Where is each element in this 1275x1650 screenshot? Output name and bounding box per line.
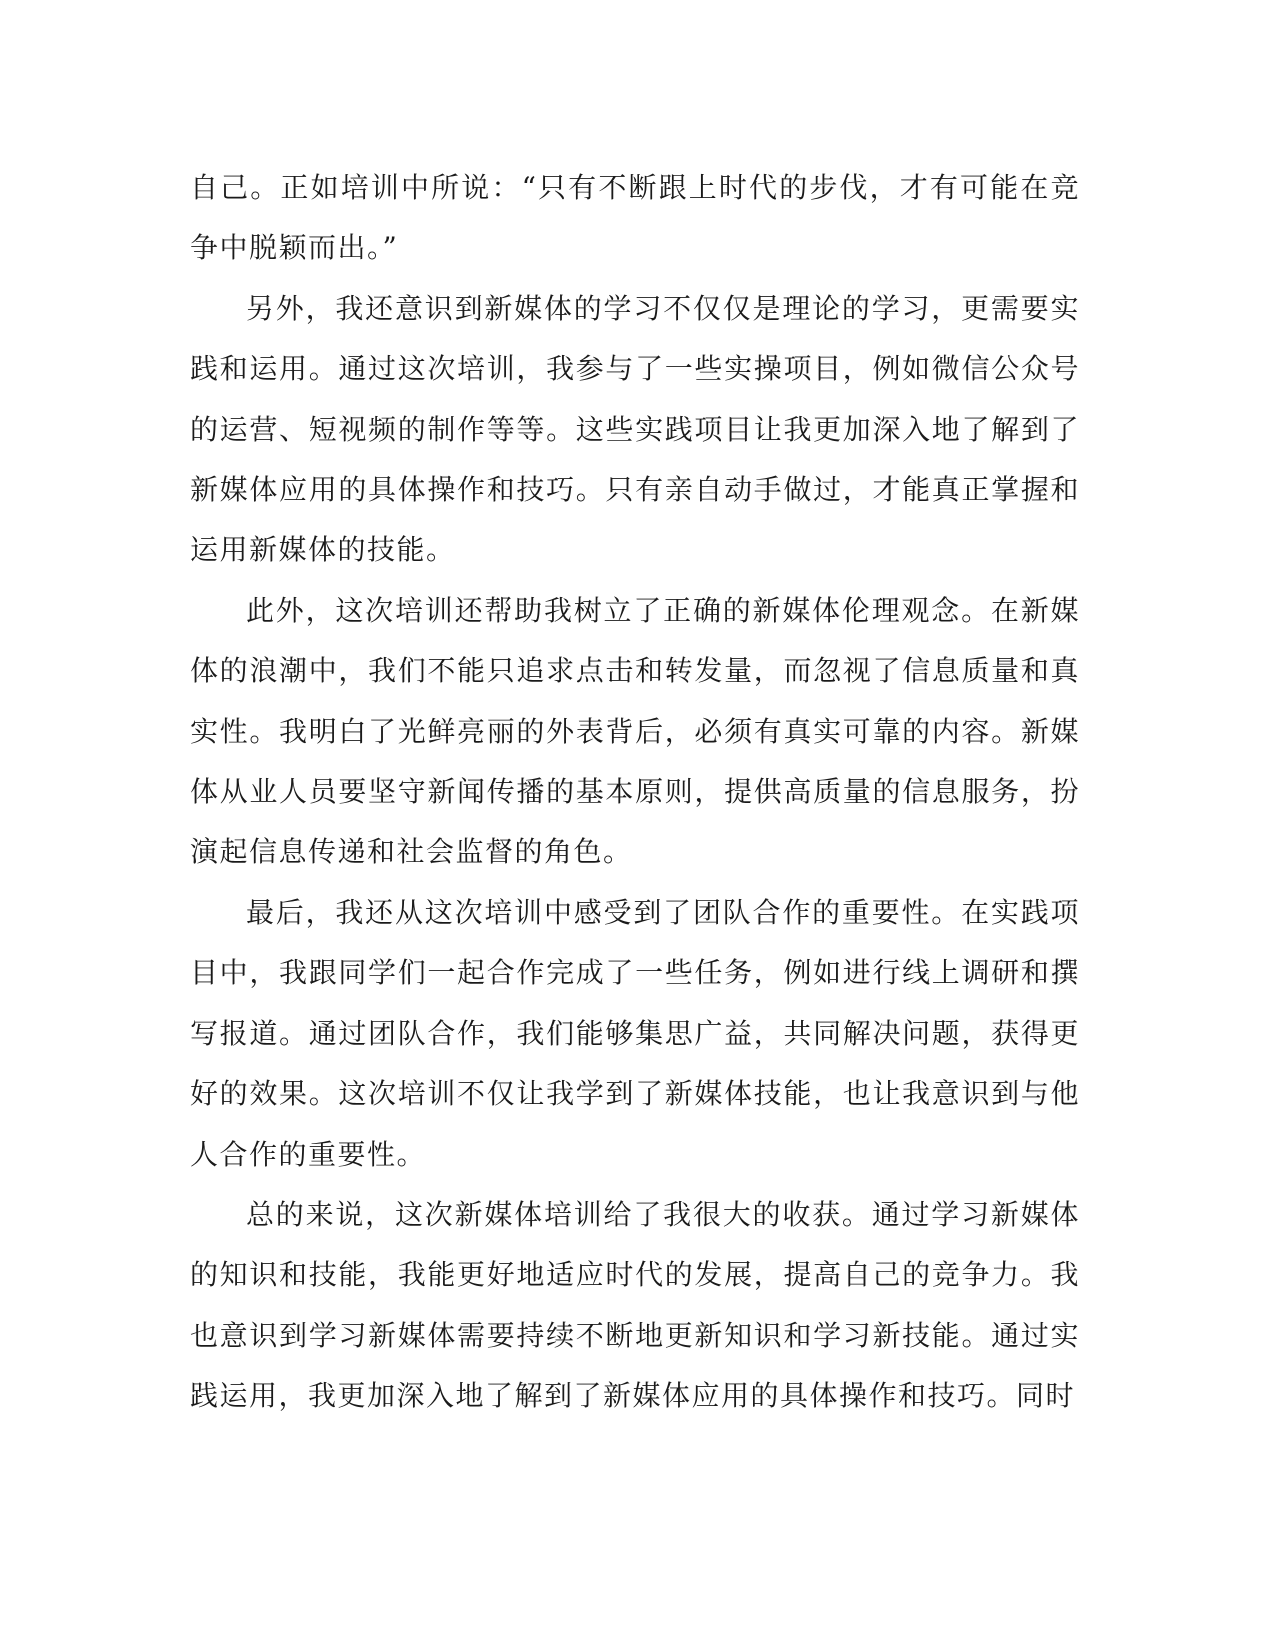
paragraph-summary: 总的来说，这次新媒体培训给了我很大的收获。通过学习新媒体的知识和技能，我能更好地适应时代的发展，提高自己的竞争力。我也意识到学习新媒体需要持续不断地更新知识和学习新技能。通过实践运用，我更加深入地了解到了新媒体应用的具体操作和技巧。同时 bbox=[190, 1197, 1080, 1413]
paragraph-ethics: 此外，这次培训还帮助我树立了正确的新媒体伦理观念。在新媒体的浪潮中，我们不能只追求点击和转发量，而忽视了信息质量和真实性。我明白了光鲜亮丽的外表背后，必须有真实可靠的内容。新媒体从业人员要坚守新闻传播的基本原则，提供高质量的信息服务，扮演起信息传递和社会监督的角色。 bbox=[190, 593, 1080, 869]
paragraph-teamwork: 最后，我还从这次培训中感受到了团队合作的重要性。在实践项目中，我跟同学们一起合作完成了一些任务，例如进行线上调研和撰写报道。通过团队合作，我们能够集思广益，共同解决问题，获得更好的效果。这次培训不仅让我学到了新媒体技能，也让我意识到与他人合作的重要性。 bbox=[190, 895, 1080, 1171]
paragraph-continued: 自己。正如培训中所说：“只有不断跟上时代的步伐，才有可能在竞争中脱颖而出。” bbox=[190, 171, 1080, 265]
paragraph-practice: 另外，我还意识到新媒体的学习不仅仅是理论的学习，更需要实践和运用。通过这次培训，我参与了一些实操项目，例如微信公众号的运营、短视频的制作等等。这些实践项目让我更加深入地了解到了新媒体应用的具体操作和技巧。只有亲自动手做过，才能真正掌握和运用新媒体的技能。 bbox=[190, 291, 1080, 567]
document-body bbox=[190, 158, 1080, 1427]
